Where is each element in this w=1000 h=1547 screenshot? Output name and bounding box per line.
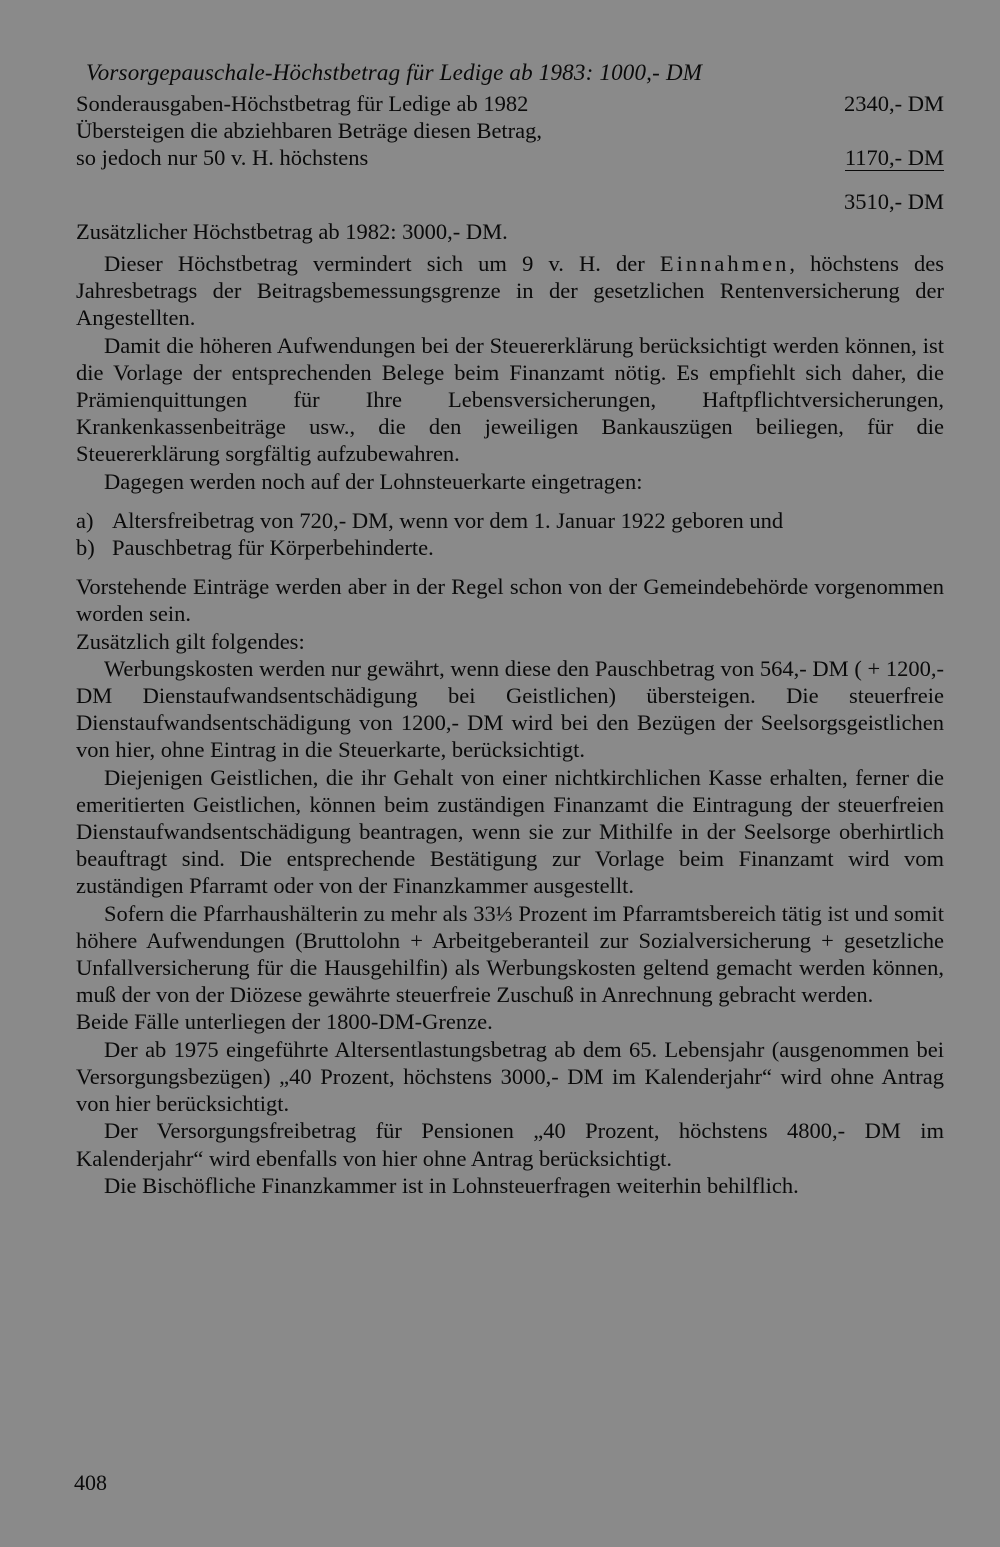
calculation-block xyxy=(76,90,944,250)
page-body xyxy=(76,58,944,1199)
section-heading: Vorsorgepauschale-Höchstbetrag für Ledige ab 1983: 1000,- DM xyxy=(86,60,703,85)
entry-list xyxy=(76,507,944,561)
paragraph-text: , höchstens des Jahresbetrags der Beitragsbemessungsgrenze in der gesetzlichen Rentenversicherung der Angestellten. xyxy=(76,251,945,331)
calculation-text xyxy=(76,90,716,172)
list-marker: a) xyxy=(76,507,94,533)
list-item-text: Pauschbetrag für Körperbehinderte. xyxy=(112,535,434,561)
list-marker: b) xyxy=(76,535,95,561)
additional-max-amount: Zusätzlicher Höchstbetrag ab 1982: 3000,- DM. xyxy=(76,219,508,244)
paragraph: Damit die höheren Aufwendungen bei der Steuererklärung berücksichtigt werden können, ist die Vorlage der entsprechenden Belege beim Finanzamt nötig. Es empfiehlt sich daher, die Prämienquittungen für Ihre Lebensversicherungen, Haftpflichtversicherungen, Krankenkassenbeiträge usw., die den jeweiligen Bankauszügen beiliegen, für die Steuererklärung sorgfältig aufzubewahren. xyxy=(76,332,944,467)
paragraph: Vorstehende Einträge werden aber in der Regel schon von der Gemeindebehörde vorgenommen worden sein. xyxy=(76,574,944,627)
paragraph: Werbungskosten werden nur gewährt, wenn diese den Pauschbetrag von 564,- DM ( + 1200,- DM Dienstaufwandsentschädigung bei Geistlichen) übersteigen. Die steuerfreie Dienstaufwandsentschädigung von 1200,- DM wird bei den Bezügen der Seelsorgsgeistlichen von hier, ohne Eintrag in die Steuerkarte, berücksichtigt. xyxy=(76,655,944,763)
calc-line-3: so jedoch nur 50 v. H. höchstens xyxy=(76,145,369,171)
page-number: 408 xyxy=(74,1470,107,1495)
paragraph: Der ab 1975 eingeführte Altersentlastungsbetrag ab dem 65. Lebensjahr (ausgenommen bei Versorgungsbezügen) „40 Prozent, höchstens 3000,- DM im Kalenderjahr“ wird ohne Antrag von hier berücksichtigt. xyxy=(76,1036,944,1117)
list-item xyxy=(76,507,944,534)
list-item-text: Altersfreibetrag von 720,- DM, wenn vor dem 1. Januar 1922 geboren und xyxy=(112,507,784,533)
paragraph: Dagegen werden noch auf der Lohnsteuerkarte eingetragen: xyxy=(104,468,643,494)
paragraph: Diejenigen Geistlichen, die ihr Gehalt von einer nichtkirchlichen Kasse erhalten, ferner die emeritierten Geistlichen, können beim zuständigen Finanzamt die Eintragung der steuerfreien Dienstaufwandsentschädigung beantragen, wenn sie zur Mithilfe in der Seelsorge oberhirtlich beauftragt sind. Die entsprechende Bestätigung zur Vorlage beim Finanzamt wird vom zuständigen Pfarramt oder von der Finanzkammer ausgestellt. xyxy=(76,764,944,899)
calc-line-2: Übersteigen die abziehbaren Beträge diesen Betrag, xyxy=(76,118,543,144)
paragraph: Der Versorgungsfreibetrag für Pensionen „40 Prozent, höchstens 4800,- DM im Kalenderjahr“ wird ebenfalls von hier ohne Antrag berücksichtigt. xyxy=(76,1118,944,1171)
amount-1: 2340,- DM xyxy=(844,91,944,116)
paragraph xyxy=(76,250,944,332)
calc-line-1: Sonderausgaben-Höchstbetrag für Ledige ab 1982 xyxy=(76,91,529,116)
paragraph: Sofern die Pfarrhaushälterin zu mehr als 33⅓ Prozent im Pfarramtsbereich tätig ist und somit höhere Aufwendungen (Bruttolohn + Arbeitgeberanteil zur Sozialversicherung + gesetzliche Unfallversicherung für die Hausgehilfin) als Werbungskosten geltend gemacht werden können, muß der von der Diözese gewährte steuerfreie Zuschuß in Anrechnung gebracht werden. xyxy=(76,900,944,1008)
amount-total: 3510,- DM xyxy=(844,189,944,214)
paragraph-text: Dieser Höchstbetrag vermindert sich um 9 v. H. der xyxy=(104,251,660,276)
paragraph: Zusätzlich gilt folgendes: xyxy=(76,628,305,654)
paragraph: Die Bischöfliche Finanzkammer ist in Lohnsteuerfragen weiterhin behilflich. xyxy=(104,1172,799,1198)
emphasized-word: Einnahmen xyxy=(659,251,790,276)
list-item xyxy=(76,534,944,561)
paragraph: Beide Fälle unterliegen der 1800-DM-Grenze. xyxy=(76,1009,493,1035)
amount-2: 1170,- DM xyxy=(844,145,944,170)
